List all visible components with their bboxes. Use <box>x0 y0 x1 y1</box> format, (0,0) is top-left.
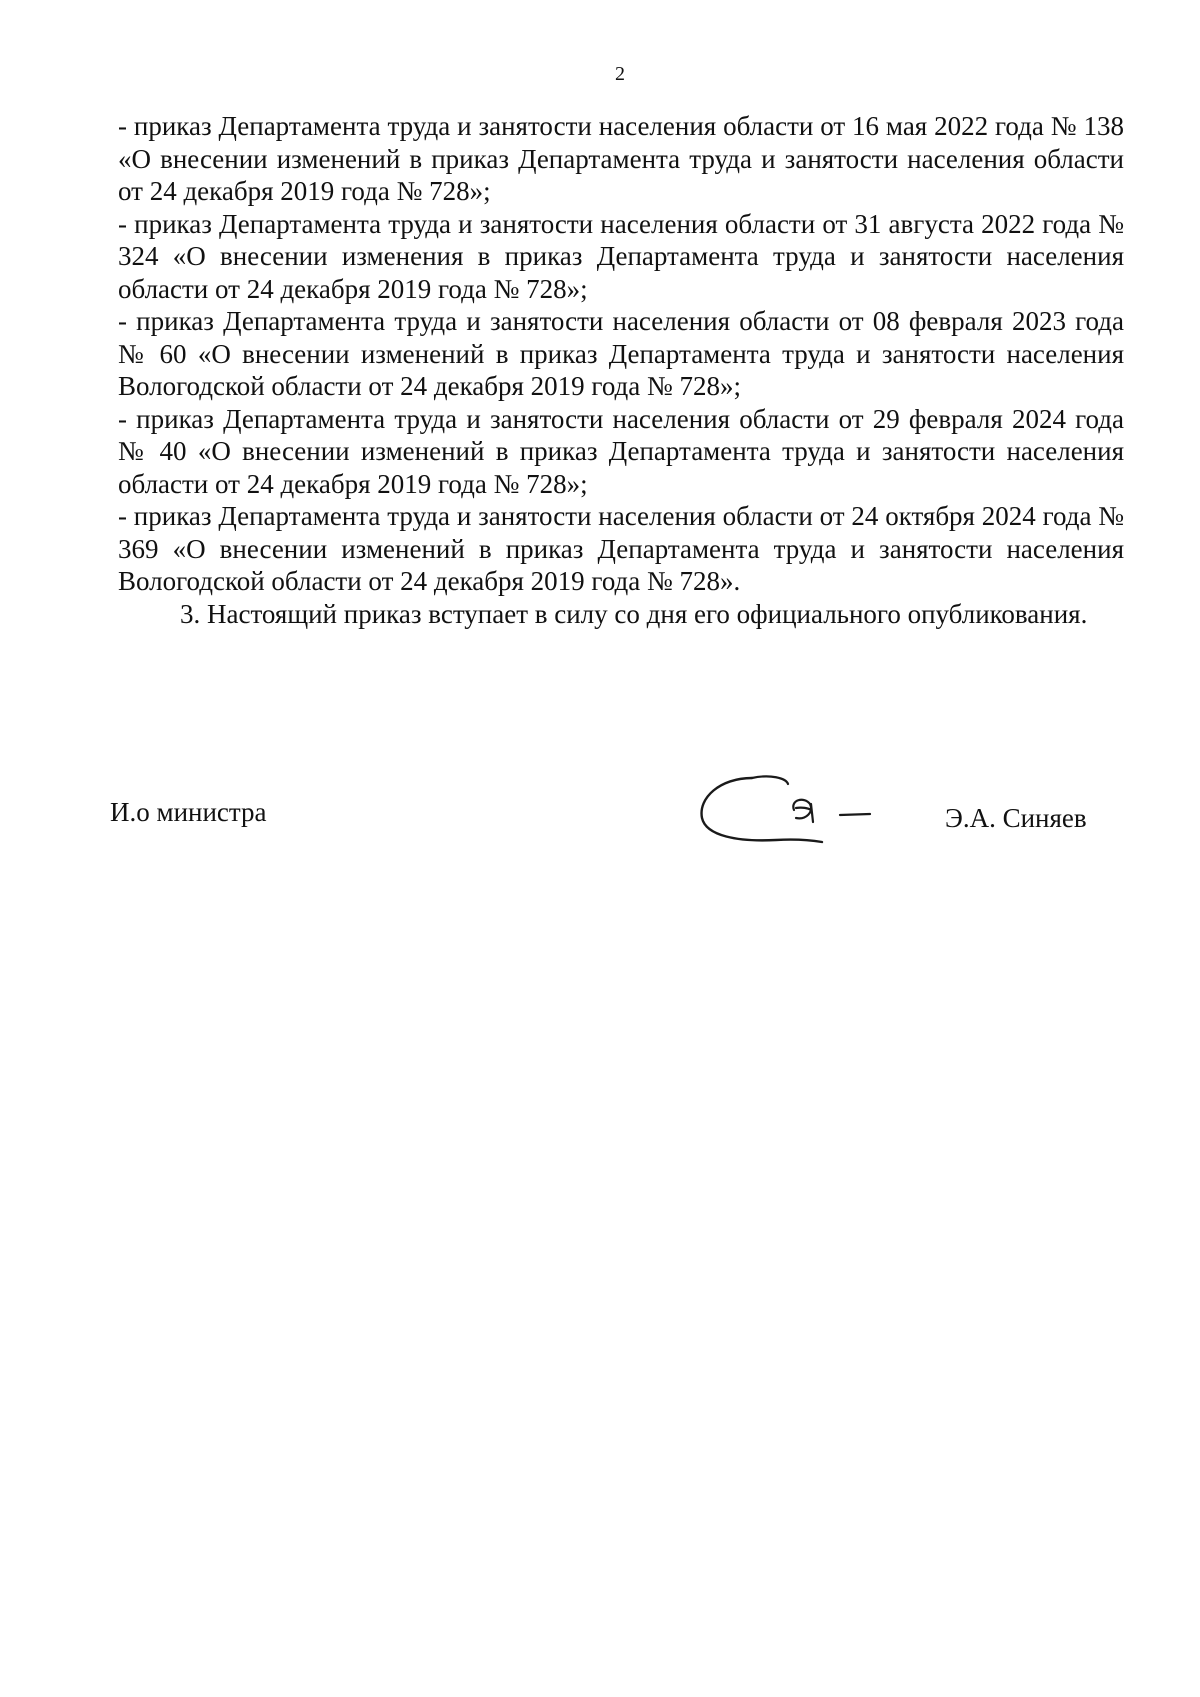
handwritten-signature <box>690 760 900 860</box>
signatory-title: И.о министра <box>110 797 267 827</box>
document-body <box>118 110 1124 630</box>
list-item-order-2023-60: - приказ Департамента труда и занятости населения области от 08 февраля 2023 года № 60 «О внесении изменений в приказ Департамента труда и занятости населения Вологодской области от 24 декабря 2019 года № 728»; <box>118 306 1124 401</box>
list-item-order-2024-40: - приказ Департамента труда и занятости населения области от 29 февраля 2024 года № 40 «О внесении изменений в приказ Департамента труда и занятости населения области от 24 декабря 2019 года № 728»; <box>118 403 1124 499</box>
list-item-order-2022-324: - приказ Департамента труда и занятости населения области от 31 августа 2022 года № 324 «О внесении изменения в приказ Департамента труда и занятости населения области от 24 декабря 2019 года № 728»; <box>118 208 1124 304</box>
clause-3-effective-date: 3. Настоящий приказ вступает в силу со дня его официального опубликования. <box>180 598 1088 629</box>
list-item-order-2024-369: - приказ Департамента труда и занятости населения области от 24 октября 2024 года № 369 «О внесении изменений в приказ Департамента труда и занятости населения Вологодской области от 24 декабря 2019 года № 728». <box>118 501 1124 596</box>
page-number: 2 <box>615 63 625 85</box>
signatory-name: Э.А. Синяев <box>945 803 1087 833</box>
list-item-order-2022-138: - приказ Департамента труда и занятости населения области от 16 мая 2022 года № 138 «О внесении изменений в приказ Департамента труда и занятости населения области от 24 декабря 2019 года № 728»; <box>118 111 1124 206</box>
signature-block <box>0 760 1200 880</box>
